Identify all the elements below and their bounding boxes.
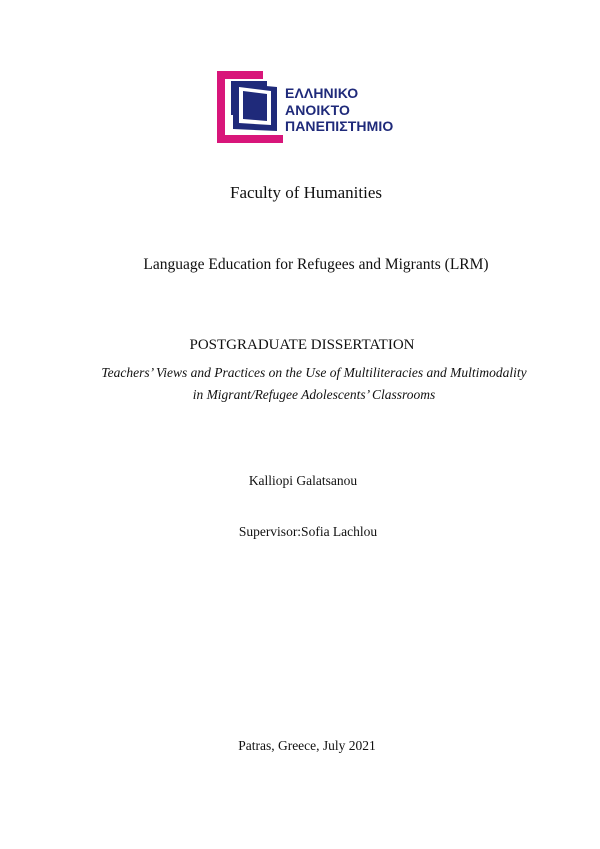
logo-line-1: ΕΛΛΗΝΙΚΟ bbox=[285, 85, 359, 101]
faculty-name: Faculty of Humanities bbox=[229, 183, 383, 202]
dissertation-title-line-1: Teachers’ Views and Practices on the Use of Multiliteracies and Multimodality bbox=[101, 365, 527, 380]
logo-emblem-icon bbox=[217, 71, 283, 143]
logo-wordmark bbox=[285, 85, 393, 135]
author-name: Kalliopi Galatsanou bbox=[248, 473, 358, 488]
university-logo bbox=[217, 71, 407, 143]
dissertation-label: POSTGRADUATE DISSERTATION bbox=[189, 337, 415, 353]
logo-line-3: ΠΑΝΕΠΙΣΤΗΜΙΟ bbox=[285, 118, 394, 134]
program-name: Language Education for Refugees and Migrants (LRM) bbox=[143, 256, 489, 273]
dissertation-title-line-2: in Migrant/Refugee Adolescents’ Classrooms bbox=[192, 387, 436, 402]
logo-line-2: ΑΝΟΙΚΤΟ bbox=[285, 101, 350, 118]
supervisor-name: Supervisor:Sofia Lachlou bbox=[238, 524, 378, 539]
place-and-date: Patras, Greece, July 2021 bbox=[238, 738, 376, 753]
